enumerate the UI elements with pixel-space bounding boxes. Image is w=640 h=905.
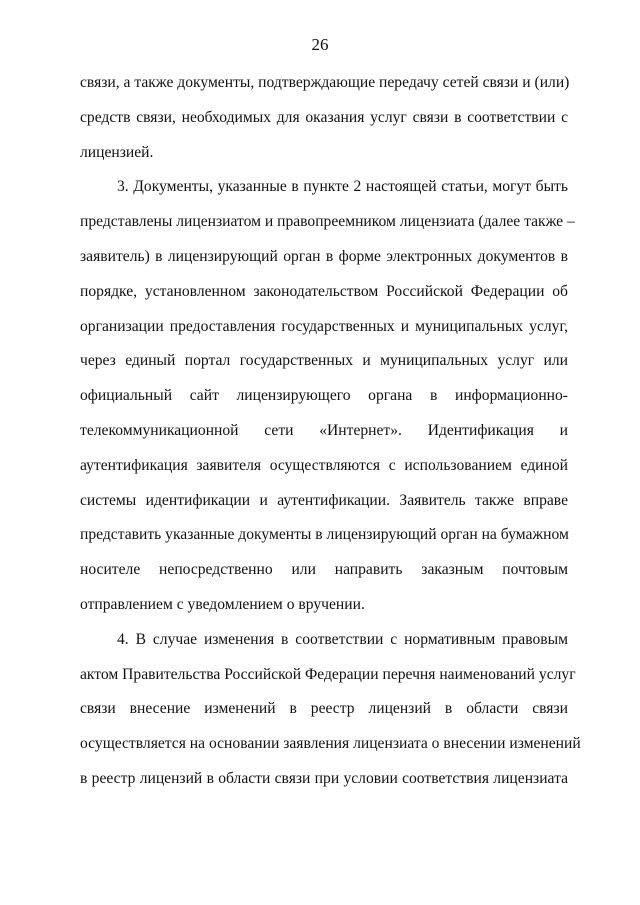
text-line: отправлением с уведомлением о вручении. (80, 595, 365, 613)
text-line: лицензией. (80, 143, 154, 161)
text-line: 3. Документы, указанные в пункте 2 настоящей статьи, могут быть (117, 178, 568, 196)
document-body (80, 66, 581, 797)
text-line: актом Правительства Российской Федерации перечня наименований услуг (80, 665, 576, 683)
text-line: в реестр лицензий в области связи при условии соответствия лицензиата (80, 769, 568, 787)
text-line: представить указанные документы в лицензирующий орган на бумажном (80, 526, 569, 544)
text-line: связи внесение изменений в реестр лицензий в области связи (80, 700, 568, 718)
text-line: официальный сайт лицензирующего органа в информационно- (80, 387, 568, 405)
text-line: 4. В случае изменения в соответствии с нормативным правовым (117, 630, 568, 648)
text-line: через единый портал государственных и муниципальных услуг или (80, 352, 568, 370)
text-line: осуществляется на основании заявления лицензиата о внесении изменений (80, 735, 581, 753)
text-line: связи, а также документы, подтверждающие передачу сетей связи и (или) (80, 74, 570, 91)
text-line: носителе непосредственно или направить заказным почтовым (80, 561, 568, 579)
text-line: средств связи, необходимых для оказания услуг связи в соответствии с (80, 108, 568, 126)
page-number: 26 (311, 35, 329, 54)
text-line: телекоммуникационной сети «Интернет». Идентификация и (80, 421, 568, 439)
text-line: организации предоставления государственных и муниципальных услуг, (80, 317, 568, 335)
text-line: порядке, установленном законодательством Российской Федерации об (80, 282, 568, 300)
text-line: аутентификация заявителя осуществляются с использованием единой (80, 456, 568, 474)
text-line: представлены лицензиатом и правопреемником лицензиата (далее также – (80, 213, 575, 231)
text-line: системы идентификации и аутентификации. Заявитель также вправе (80, 491, 568, 509)
text-line: заявитель) в лицензирующий орган в форме электронных документов в (80, 247, 568, 265)
